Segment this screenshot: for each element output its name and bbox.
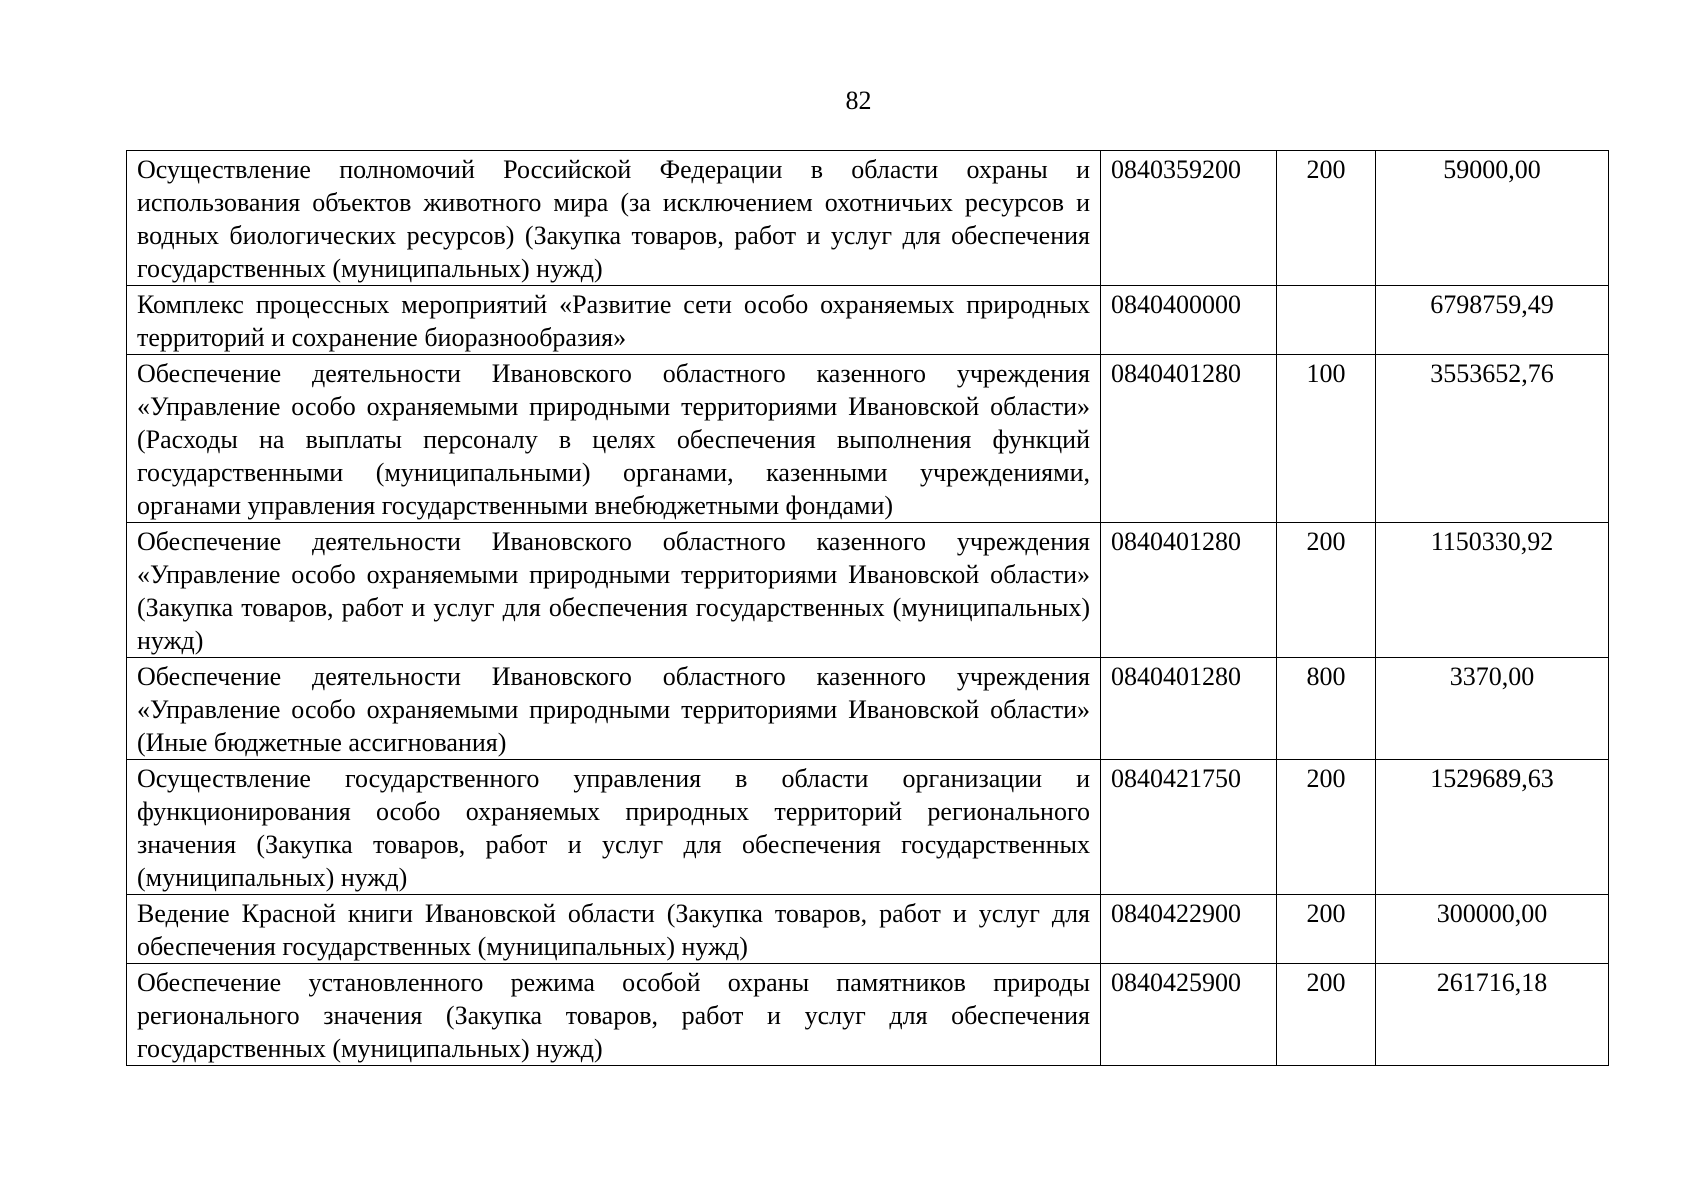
row-description: Комплекс процессных мероприятий «Развитие сети особо охраняемых природных территорий и сохранение биоразнообразия»: [127, 286, 1101, 355]
table-row: [127, 355, 1609, 523]
table-row: [127, 658, 1609, 760]
row-amount: 6798759,49: [1376, 286, 1609, 355]
row-description: Обеспечение установленного режима особой охраны памятников природы регионального значения (Закупка товаров, работ и услуг для обеспечения государственных (муниципальных) нужд): [127, 964, 1101, 1066]
row-expense-type: 200: [1277, 151, 1376, 286]
row-expense-type: [1277, 286, 1376, 355]
row-amount: 1529689,63: [1376, 760, 1609, 895]
row-target-code: 0840401280: [1101, 658, 1277, 760]
row-expense-type: 200: [1277, 964, 1376, 1066]
table-row: [127, 964, 1609, 1066]
row-amount: 3553652,76: [1376, 355, 1609, 523]
table-row: [127, 523, 1609, 658]
row-target-code: 0840401280: [1101, 523, 1277, 658]
row-amount: 59000,00: [1376, 151, 1609, 286]
row-target-code: 0840422900: [1101, 895, 1277, 964]
row-description: Осуществление полномочий Российской Федерации в области охраны и использования объектов животного мира (за исключением охотничьих ресурсов и водных биологических ресурсов) (Закупка товаров, работ и услуг для обеспечения государственных (муниципальных) нужд): [127, 151, 1101, 286]
row-target-code: 0840421750: [1101, 760, 1277, 895]
row-expense-type: 200: [1277, 523, 1376, 658]
row-description: Обеспечение деятельности Ивановского областного казенного учреждения «Управление особо охраняемыми природными территориями Ивановской области» (Иные бюджетные ассигнования): [127, 658, 1101, 760]
row-expense-type: 100: [1277, 355, 1376, 523]
table-row: [127, 151, 1609, 286]
row-expense-type: 200: [1277, 895, 1376, 964]
row-amount: 3370,00: [1376, 658, 1609, 760]
budget-table: [126, 150, 1609, 1066]
row-target-code: 0840425900: [1101, 964, 1277, 1066]
row-expense-type: 200: [1277, 760, 1376, 895]
row-target-code: 0840401280: [1101, 355, 1277, 523]
row-amount: 261716,18: [1376, 964, 1609, 1066]
row-target-code: 0840400000: [1101, 286, 1277, 355]
row-amount: 1150330,92: [1376, 523, 1609, 658]
row-description: Обеспечение деятельности Ивановского областного казенного учреждения «Управление особо охраняемыми природными территориями Ивановской области» (Расходы на выплаты персоналу в целях обеспечения выполнения функций государственными (муниципальными) органами, казенными учреждениями, органами управления государственными внебюджетными фондами): [127, 355, 1101, 523]
table-row: [127, 760, 1609, 895]
row-expense-type: 800: [1277, 658, 1376, 760]
row-description: Обеспечение деятельности Ивановского областного казенного учреждения «Управление особо охраняемыми природными территориями Ивановской области» (Закупка товаров, работ и услуг для обеспечения государственных (муниципальных) нужд): [127, 523, 1101, 658]
table-row: [127, 286, 1609, 355]
row-description: Осуществление государственного управления в области организации и функционирования особо охраняемых природных территорий регионального значения (Закупка товаров, работ и услуг для обеспечения государственных (муниципальных) нужд): [127, 760, 1101, 895]
row-target-code: 0840359200: [1101, 151, 1277, 286]
row-amount: 300000,00: [1376, 895, 1609, 964]
table-row: [127, 895, 1609, 964]
page-number: 82: [845, 86, 872, 115]
row-description: Ведение Красной книги Ивановской области (Закупка товаров, работ и услуг для обеспечения государственных (муниципальных) нужд): [127, 895, 1101, 964]
